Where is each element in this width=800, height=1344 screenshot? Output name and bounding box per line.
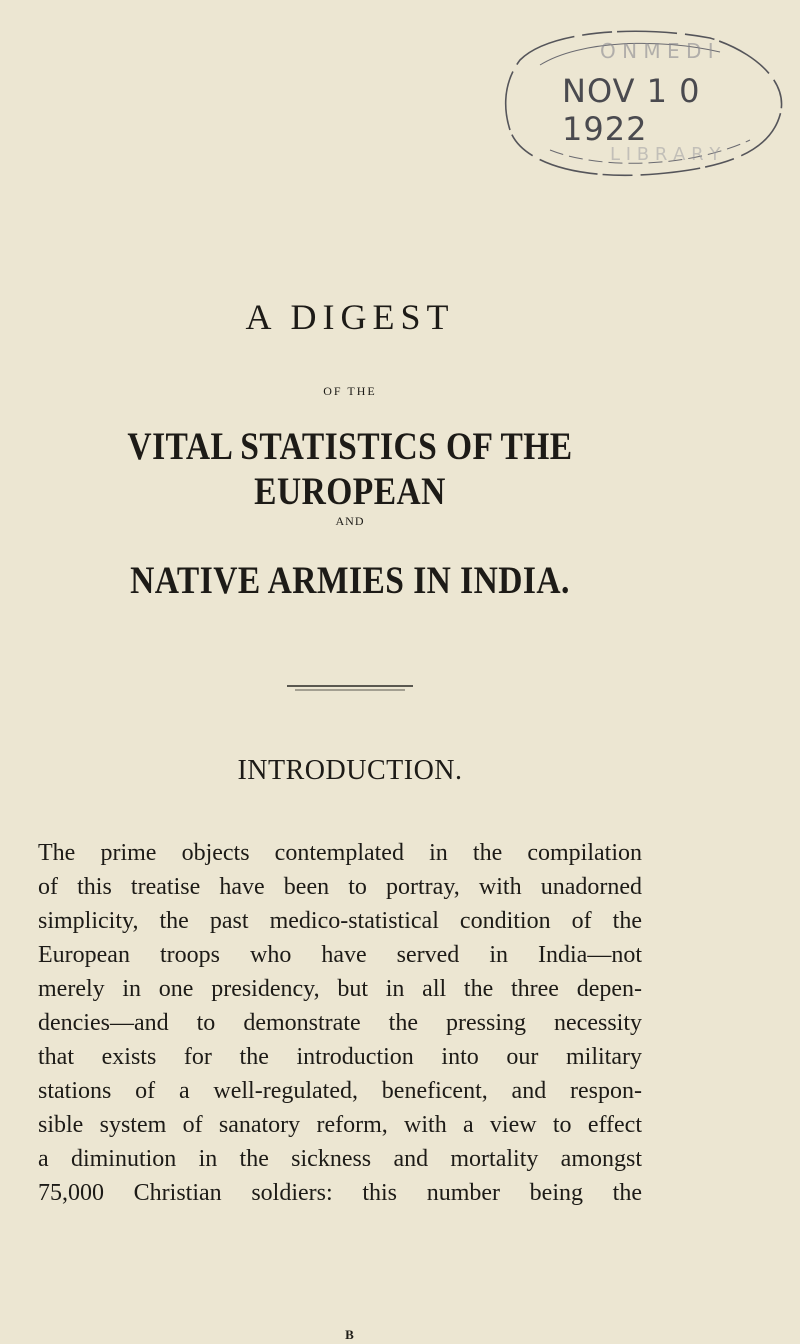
section-heading: INTRODUCTION. (237, 755, 463, 786)
body-line: a diminution in the sickness and mortality amongst (38, 1146, 642, 1172)
title-connector-of-the: OF THE (323, 384, 377, 398)
body-line: stations of a well-regulated, beneficent, and respon- (38, 1078, 642, 1104)
double-rule-divider (287, 684, 413, 692)
body-line: dencies—and to demonstrate the pressing necessity (38, 1010, 642, 1036)
subtitle-line-2: NATIVE ARMIES IN INDIA. (130, 559, 570, 602)
main-title: A DIGEST (245, 297, 455, 337)
title-connector-and: AND (335, 514, 365, 528)
body-line: The prime objects contemplated in the compilation (38, 840, 642, 866)
signature-mark: B (345, 1327, 355, 1342)
body-line: that exists for the introduction into our military (38, 1044, 642, 1070)
subtitle-line-1: VITAL STATISTICS OF THE EUROPEAN (127, 425, 573, 513)
body-line: European troops who have served in India—not (38, 942, 642, 968)
library-stamp (490, 20, 790, 200)
svg-text:L I B R A R Y: L I B R A R Y (610, 144, 721, 165)
body-line: simplicity, the past medico-statistical condition of the (38, 908, 642, 934)
stamp-date: NOV 1 0 1922 (562, 72, 701, 148)
body-line: sible system of sanatory reform, with a view to effect (38, 1112, 642, 1138)
body-paragraph (38, 836, 642, 1210)
svg-text:O N M E D I: O N M E D I (600, 39, 714, 63)
body-line: 75,000 Christian soldiers: this number being the (38, 1180, 642, 1206)
body-line: merely in one presidency, but in all the three depen- (38, 976, 642, 1002)
body-line: of this treatise have been to portray, with unadorned (38, 874, 642, 900)
